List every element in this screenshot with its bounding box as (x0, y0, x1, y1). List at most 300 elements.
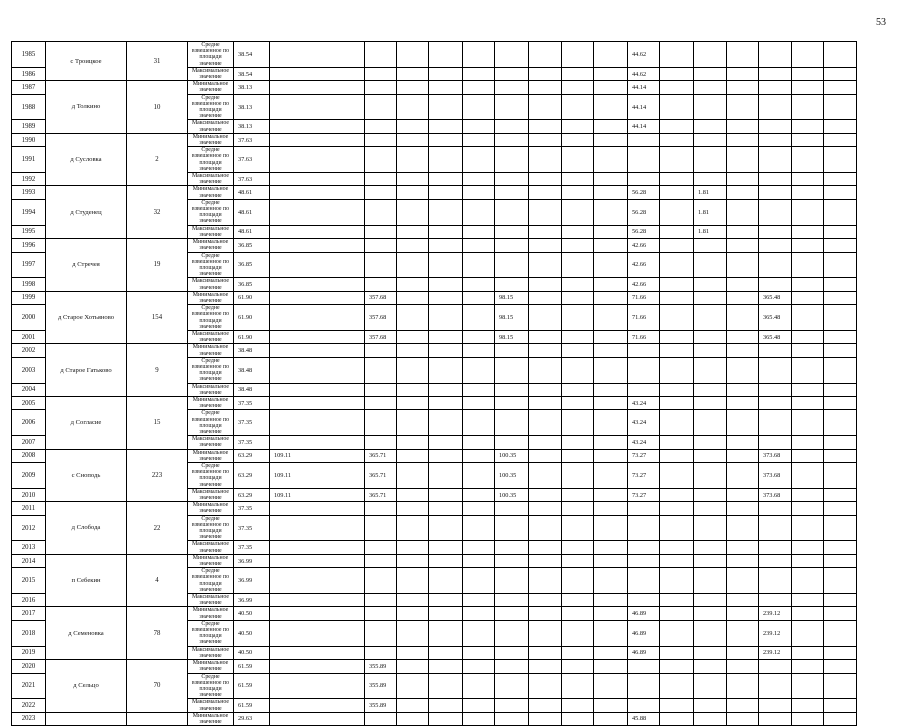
value-cell (660, 94, 694, 120)
value-cell (694, 305, 727, 331)
value-cell (365, 383, 397, 396)
value-cell (727, 515, 759, 541)
value-cell (824, 515, 857, 541)
value-cell (463, 396, 495, 409)
value-cell (529, 81, 562, 94)
value-cell (628, 660, 660, 673)
value-cell (694, 568, 727, 594)
table-row (12, 186, 889, 199)
value-cell (759, 554, 792, 567)
value-cell: 45.88 (628, 712, 660, 725)
value-cell (270, 239, 365, 252)
value-cell: 38.48 (234, 344, 270, 357)
value-cell: 36.99 (234, 594, 270, 607)
row-number: 2007 (12, 436, 46, 449)
row-number: 2002 (12, 344, 46, 357)
value-cell (824, 133, 857, 146)
value-cell: 1.81 (694, 186, 727, 199)
value-cell (562, 463, 594, 489)
row-number: 2017 (12, 607, 46, 620)
settlement-name: д Старое Хотьяново (46, 291, 127, 344)
value-cell (463, 515, 495, 541)
value-cell (429, 463, 463, 489)
value-cell (463, 120, 495, 133)
value-cell (463, 94, 495, 120)
value-cell (463, 42, 495, 68)
value-cell: 38.54 (234, 42, 270, 68)
value-cell: 40.50 (234, 646, 270, 659)
value-cell (727, 568, 759, 594)
value-cell (759, 225, 792, 238)
value-cell (694, 488, 727, 501)
value-cell (562, 436, 594, 449)
value-cell (463, 357, 495, 383)
value-cell: 43.24 (628, 410, 660, 436)
value-cell (397, 410, 429, 436)
value-cell (628, 502, 660, 515)
value-cell (792, 410, 824, 436)
value-cell (562, 94, 594, 120)
value-cell (594, 502, 628, 515)
row-number: 1997 (12, 252, 46, 278)
row-number: 2004 (12, 383, 46, 396)
value-cell (660, 330, 694, 343)
value-cell (727, 330, 759, 343)
population-count (127, 712, 188, 725)
value-cell: 38.54 (234, 67, 270, 80)
row-number: 1985 (12, 42, 46, 68)
value-cell (727, 186, 759, 199)
value-cell (824, 502, 857, 515)
value-cell (270, 81, 365, 94)
value-cell (495, 646, 529, 659)
value-cell (660, 699, 694, 712)
value-cell (694, 173, 727, 186)
value-cell (792, 568, 824, 594)
value-cell (824, 186, 857, 199)
value-cell (824, 199, 857, 225)
value-cell: 46.89 (628, 646, 660, 659)
value-cell (495, 673, 529, 699)
value-cell (660, 502, 694, 515)
value-cell (495, 120, 529, 133)
row-number: 1988 (12, 94, 46, 120)
value-cell (495, 502, 529, 515)
value-cell (792, 173, 824, 186)
value-cell (628, 673, 660, 699)
value-cell (594, 541, 628, 554)
value-cell (429, 357, 463, 383)
value-cell (628, 515, 660, 541)
value-cell (660, 239, 694, 252)
value-cell (562, 515, 594, 541)
value-cell (495, 133, 529, 146)
value-cell (628, 344, 660, 357)
value-cell (397, 396, 429, 409)
value-cell (660, 278, 694, 291)
row-number: 2013 (12, 541, 46, 554)
value-cell (824, 173, 857, 186)
value-cell: 37.35 (234, 396, 270, 409)
value-cell (270, 199, 365, 225)
value-cell (463, 502, 495, 515)
value-cell (429, 42, 463, 68)
value-cell (429, 120, 463, 133)
value-cell (270, 357, 365, 383)
value-cell (594, 173, 628, 186)
value-cell (562, 330, 594, 343)
settlement-name: д Слобода (46, 502, 127, 555)
value-cell (727, 199, 759, 225)
value-cell: 365.48 (759, 291, 792, 304)
value-cell: 40.50 (234, 620, 270, 646)
value-cell (759, 252, 792, 278)
value-cell (397, 712, 429, 725)
value-cell (727, 357, 759, 383)
value-cell: 37.63 (234, 133, 270, 146)
value-cell: 48.61 (234, 199, 270, 225)
value-cell (562, 620, 594, 646)
table-row (12, 607, 889, 620)
value-cell (397, 515, 429, 541)
value-cell: 36.99 (234, 554, 270, 567)
value-cell: 37.35 (234, 502, 270, 515)
value-cell (727, 620, 759, 646)
value-cell: 109.11 (270, 449, 365, 462)
row-number: 1999 (12, 291, 46, 304)
value-cell: 100.35 (495, 463, 529, 489)
value-cell (529, 305, 562, 331)
value-cell (365, 278, 397, 291)
value-cell (594, 330, 628, 343)
population-count: 22 (127, 502, 188, 555)
value-cell: 109.11 (270, 488, 365, 501)
value-cell (270, 147, 365, 173)
value-cell (727, 673, 759, 699)
settlement-name: д Сельцо (46, 660, 127, 713)
value-type-label: Минимальное значение (188, 396, 234, 409)
value-cell: 61.59 (234, 673, 270, 699)
value-cell (429, 541, 463, 554)
value-cell (594, 199, 628, 225)
value-cell (429, 488, 463, 501)
settlement-name: д Толкино (46, 81, 127, 134)
value-cell (759, 673, 792, 699)
value-cell (529, 554, 562, 567)
value-cell (365, 67, 397, 80)
table-row (12, 502, 889, 515)
value-cell: 355.89 (365, 660, 397, 673)
value-cell: 239.12 (759, 646, 792, 659)
value-cell (594, 660, 628, 673)
value-cell (562, 502, 594, 515)
value-cell (397, 94, 429, 120)
value-cell (562, 305, 594, 331)
value-cell: 36.85 (234, 239, 270, 252)
value-cell (463, 488, 495, 501)
value-cell (628, 568, 660, 594)
value-cell (397, 252, 429, 278)
value-cell (824, 436, 857, 449)
population-count: 31 (127, 42, 188, 81)
value-cell (727, 120, 759, 133)
value-cell (429, 607, 463, 620)
value-cell: 38.48 (234, 383, 270, 396)
value-cell (727, 94, 759, 120)
value-cell (270, 330, 365, 343)
value-cell: 44.14 (628, 81, 660, 94)
value-cell: 38.13 (234, 120, 270, 133)
value-cell (495, 357, 529, 383)
table-row (12, 344, 889, 357)
value-cell: 56.28 (628, 199, 660, 225)
value-cell (529, 239, 562, 252)
value-type-label: Минимальное значение (188, 554, 234, 567)
value-cell (824, 357, 857, 383)
value-cell (824, 660, 857, 673)
table-row (12, 660, 889, 673)
settlement-name: п Себекин (46, 554, 127, 607)
value-cell (365, 620, 397, 646)
value-cell (529, 449, 562, 462)
value-type-label: Средне взвешенное по площади значение (188, 305, 234, 331)
value-cell (270, 699, 365, 712)
value-cell: 365.71 (365, 488, 397, 501)
value-cell: 98.15 (495, 291, 529, 304)
value-cell (397, 239, 429, 252)
value-cell (463, 541, 495, 554)
page-number: 53 (876, 17, 886, 28)
row-number: 1990 (12, 133, 46, 146)
value-cell (727, 554, 759, 567)
value-cell (727, 291, 759, 304)
value-cell (660, 173, 694, 186)
row-number: 2005 (12, 396, 46, 409)
value-cell (660, 673, 694, 699)
value-cell (529, 620, 562, 646)
value-cell (429, 568, 463, 594)
value-cell (495, 436, 529, 449)
value-cell: 71.66 (628, 330, 660, 343)
row-number: 1987 (12, 81, 46, 94)
value-cell (463, 568, 495, 594)
value-cell: 43.24 (628, 396, 660, 409)
value-cell (365, 594, 397, 607)
value-cell (270, 396, 365, 409)
value-cell (397, 673, 429, 699)
value-type-label: Максимальное значение (188, 330, 234, 343)
value-cell (792, 42, 824, 68)
value-cell (727, 278, 759, 291)
value-cell: 100.35 (495, 449, 529, 462)
value-cell (759, 357, 792, 383)
value-type-label: Минимальное значение (188, 81, 234, 94)
value-cell (660, 344, 694, 357)
value-cell (562, 410, 594, 436)
value-cell (594, 383, 628, 396)
value-cell: 56.28 (628, 186, 660, 199)
value-cell (792, 120, 824, 133)
row-number: 1991 (12, 147, 46, 173)
table-row (12, 554, 889, 567)
value-cell (792, 94, 824, 120)
value-cell (727, 541, 759, 554)
value-cell (628, 554, 660, 567)
value-cell: 100.35 (495, 488, 529, 501)
value-cell (365, 81, 397, 94)
value-cell (727, 42, 759, 68)
value-cell (463, 239, 495, 252)
value-cell (694, 94, 727, 120)
value-cell (463, 660, 495, 673)
value-cell (463, 173, 495, 186)
value-cell (792, 436, 824, 449)
value-cell (562, 291, 594, 304)
value-cell (429, 133, 463, 146)
value-cell: 239.12 (759, 607, 792, 620)
value-cell (660, 410, 694, 436)
value-cell (529, 673, 562, 699)
value-cell (397, 81, 429, 94)
value-cell (562, 225, 594, 238)
value-cell (759, 94, 792, 120)
value-cell: 46.89 (628, 620, 660, 646)
population-count: 78 (127, 607, 188, 660)
value-cell (397, 67, 429, 80)
value-type-label: Средне взвешенное по площади значение (188, 673, 234, 699)
value-cell (759, 396, 792, 409)
value-cell: 239.12 (759, 620, 792, 646)
value-cell (397, 291, 429, 304)
value-cell (270, 225, 365, 238)
value-cell (495, 712, 529, 725)
value-cell: 373.68 (759, 488, 792, 501)
value-cell (824, 410, 857, 436)
value-cell (365, 396, 397, 409)
value-cell (727, 344, 759, 357)
value-cell: 61.90 (234, 330, 270, 343)
value-cell (628, 699, 660, 712)
value-cell: 42.66 (628, 252, 660, 278)
settlement-name: д Старое Гатьково (46, 344, 127, 397)
settlement-name: д Сусловка (46, 133, 127, 186)
value-cell (594, 554, 628, 567)
value-cell (529, 646, 562, 659)
value-cell (792, 673, 824, 699)
value-cell (727, 660, 759, 673)
value-cell (660, 252, 694, 278)
value-cell (792, 383, 824, 396)
value-cell: 1.81 (694, 199, 727, 225)
value-cell (694, 463, 727, 489)
value-cell (759, 120, 792, 133)
value-cell (759, 42, 792, 68)
population-count: 9 (127, 344, 188, 397)
value-cell (529, 42, 562, 68)
value-cell (660, 120, 694, 133)
value-cell: 365.48 (759, 305, 792, 331)
value-cell (660, 660, 694, 673)
value-cell (495, 94, 529, 120)
value-cell (270, 607, 365, 620)
value-cell (824, 120, 857, 133)
value-cell (759, 239, 792, 252)
value-cell (824, 94, 857, 120)
value-cell (397, 173, 429, 186)
value-cell (529, 396, 562, 409)
value-cell (429, 712, 463, 725)
value-cell (792, 133, 824, 146)
value-cell: 48.61 (234, 225, 270, 238)
value-type-label: Максимальное значение (188, 120, 234, 133)
value-cell (660, 620, 694, 646)
value-cell: 61.90 (234, 291, 270, 304)
value-cell (594, 463, 628, 489)
value-cell (727, 607, 759, 620)
value-cell (694, 449, 727, 462)
value-cell (562, 173, 594, 186)
value-cell (365, 646, 397, 659)
value-cell (628, 383, 660, 396)
table-row (12, 133, 889, 146)
value-cell (397, 186, 429, 199)
value-cell (365, 568, 397, 594)
value-cell (660, 396, 694, 409)
value-cell (529, 344, 562, 357)
value-cell (529, 225, 562, 238)
value-type-label: Максимальное значение (188, 173, 234, 186)
value-type-label: Средне взвешенное по площади значение (188, 94, 234, 120)
value-cell (759, 199, 792, 225)
value-cell (824, 568, 857, 594)
value-cell (365, 541, 397, 554)
value-cell (495, 515, 529, 541)
value-cell (562, 199, 594, 225)
value-type-label: Минимальное значение (188, 133, 234, 146)
value-cell (495, 396, 529, 409)
value-cell (594, 515, 628, 541)
value-cell (792, 699, 824, 712)
value-cell (270, 173, 365, 186)
value-cell (694, 515, 727, 541)
value-cell: 37.35 (234, 410, 270, 436)
value-cell (365, 147, 397, 173)
value-cell (270, 67, 365, 80)
value-cell (594, 305, 628, 331)
value-cell (824, 463, 857, 489)
value-cell (365, 607, 397, 620)
value-cell (562, 660, 594, 673)
value-type-label: Минимальное значение (188, 449, 234, 462)
value-cell (694, 396, 727, 409)
settlement-name: с Троицкое (46, 42, 127, 81)
value-cell (660, 594, 694, 607)
value-type-label: Максимальное значение (188, 383, 234, 396)
value-cell (429, 620, 463, 646)
value-cell (529, 712, 562, 725)
value-cell (562, 42, 594, 68)
value-cell (270, 344, 365, 357)
value-cell (594, 120, 628, 133)
value-cell: 357.68 (365, 291, 397, 304)
value-cell (429, 502, 463, 515)
value-cell: 73.27 (628, 463, 660, 489)
value-cell (495, 173, 529, 186)
value-cell (727, 646, 759, 659)
value-cell (628, 173, 660, 186)
value-cell (562, 449, 594, 462)
value-cell (727, 436, 759, 449)
